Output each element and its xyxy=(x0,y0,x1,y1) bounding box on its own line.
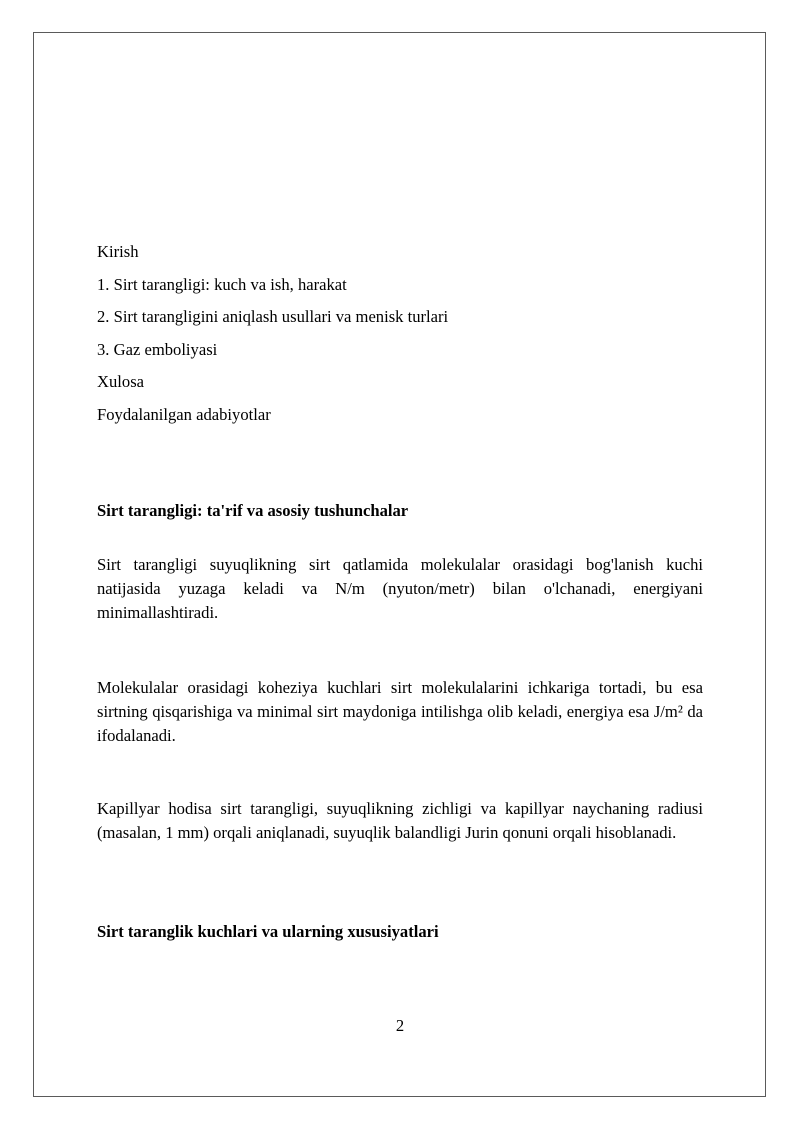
paragraph-cohesion: Molekulalar orasidagi koheziya kuchlari sirt molekulalarini ichkariga tortadi, bu esa sirtning qisqarishiga va minimal sirt maydoniga intilishga olib keladi, energiya esa J/m² da ifodalanadi. xyxy=(97,678,703,745)
section-heading-definition: Sirt tarangligi: ta'rif va asosiy tushunchalar xyxy=(97,501,409,520)
paragraph-capillary: Kapillyar hodisa sirt tarangligi, suyuqlikning zichligi va kapillyar naychaning radiusi (masalan, 1 mm) orqali aniqlanadi, suyuqlik balandligi Jurin qonuni orqali hisoblanadi. xyxy=(97,799,703,842)
page-number: 2 xyxy=(395,1016,405,1035)
toc-item-intro: Kirish xyxy=(97,242,139,261)
table-of-contents xyxy=(97,240,703,436)
toc-item-conclusion: Xulosa xyxy=(97,372,145,392)
toc-item-references: Foydalanilgan adabiyotlar xyxy=(97,404,271,424)
paragraph-surface-tension: Sirt tarangligi suyuqlikning sirt qatlamida molekulalar orasidagi bog'lanish kuchi natijasida yuzaga keladi va N/m (nyuton/metr) bilan o'lchanadi, energiyani minimallashtiradi. xyxy=(97,555,703,622)
toc-item-chapter-1: 1. Sirt tarangligi: kuch va ish, harakat xyxy=(97,274,347,294)
toc-item-chapter-3: 3. Gaz emboliyasi xyxy=(97,339,218,359)
section-heading-forces: Sirt taranglik kuchlari va ularning xususiyatlari xyxy=(97,922,439,941)
toc-item-chapter-2: 2. Sirt tarangligini aniqlash usullari va menisk turlari xyxy=(97,307,449,327)
